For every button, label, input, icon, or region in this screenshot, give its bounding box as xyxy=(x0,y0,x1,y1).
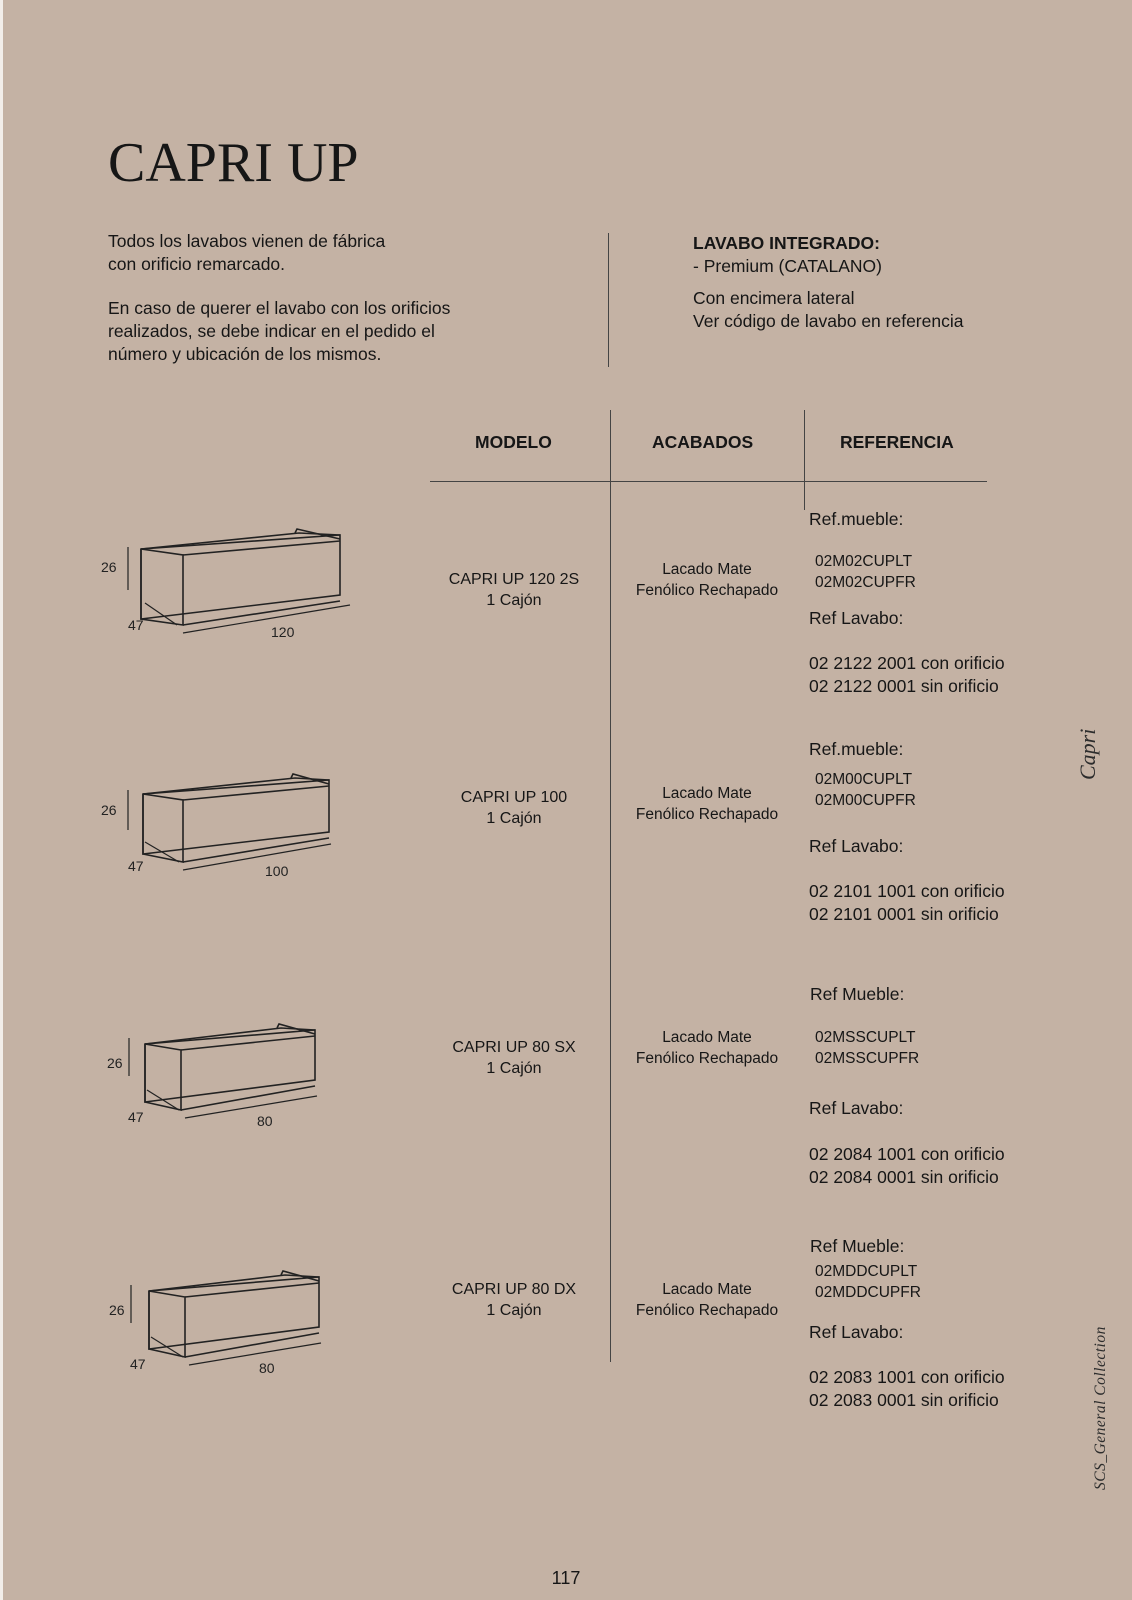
furniture-code: 02M00CUPFR xyxy=(815,792,916,809)
furniture-code: 02M00CUPLT xyxy=(815,771,913,788)
collection-side-label: SCS_General Collection xyxy=(1092,1326,1109,1490)
page-edge xyxy=(0,0,3,1600)
finishes xyxy=(612,559,802,601)
intro-line: número y ubicación de los mismos. xyxy=(108,344,382,364)
series-side-label: Capri xyxy=(1075,728,1100,780)
column-header-model: MODELO xyxy=(475,432,552,452)
basin-codes xyxy=(809,652,1005,698)
finish-item: Fenólico Rechapado xyxy=(635,806,779,823)
model-label: CAPRI UP 80 DX xyxy=(451,1281,577,1298)
basin-code: 02 2101 0001 sin orificio xyxy=(809,904,999,924)
column-divider xyxy=(804,410,805,510)
dim-depth: 47 xyxy=(128,858,144,874)
finish-item: Lacado Mate xyxy=(662,1281,752,1298)
model-drawers: 1 Cajón xyxy=(486,1060,542,1077)
finish-item: Fenólico Rechapado xyxy=(635,1050,779,1067)
intro-line: realizados, se debe indicar en el pedido el xyxy=(108,321,435,341)
dim-height: 26 xyxy=(109,1302,125,1318)
basin-code: 02 2084 1001 con orificio xyxy=(809,1144,1005,1164)
dim-depth: 47 xyxy=(130,1356,146,1372)
model-label: CAPRI UP 120 2S xyxy=(448,571,580,588)
furniture-code: 02MDDCUPLT xyxy=(815,1263,918,1280)
model-drawers: 1 Cajón xyxy=(486,810,542,827)
dim-height: 26 xyxy=(101,559,117,575)
dim-depth: 47 xyxy=(128,1109,144,1125)
furniture-codes xyxy=(815,551,916,593)
model-name xyxy=(424,787,604,829)
column-divider xyxy=(610,410,611,1362)
basin-code: 02 2101 1001 con orificio xyxy=(809,881,1005,901)
finish-item: Lacado Mate xyxy=(662,785,752,802)
integrated-line: Ver código de lavabo en referencia xyxy=(693,311,964,331)
basin-code: 02 2083 0001 sin orificio xyxy=(809,1390,999,1410)
basin-code: 02 2084 0001 sin orificio xyxy=(809,1167,999,1187)
furniture-code: 02MSSCUPFR xyxy=(815,1050,920,1067)
cabinet-drawing xyxy=(95,770,365,885)
furniture-code: 02M02CUPFR xyxy=(815,574,916,591)
intro-line: con orificio remarcado. xyxy=(108,254,286,274)
finishes xyxy=(612,1279,802,1321)
model-drawers: 1 Cajón xyxy=(486,592,542,609)
model-name xyxy=(424,1037,604,1079)
integrated-line: - Premium (CATALANO) xyxy=(693,256,882,276)
furniture-codes xyxy=(815,1027,919,1069)
dim-width: 80 xyxy=(257,1113,273,1129)
furniture-ref-label: Ref.mueble: xyxy=(809,739,904,759)
integrated-line: Con encimera lateral xyxy=(693,288,855,308)
model-name xyxy=(424,1279,604,1321)
furniture-code: 02MSSCUPLT xyxy=(815,1029,916,1046)
furniture-ref-label: Ref.mueble: xyxy=(809,509,904,529)
finishes xyxy=(612,783,802,825)
page-number: 117 xyxy=(551,1568,581,1588)
basin-codes xyxy=(809,1366,1005,1412)
column-header-finishes: ACABADOS xyxy=(652,432,754,452)
dim-width: 120 xyxy=(271,624,295,640)
furniture-codes xyxy=(815,769,916,811)
furniture-ref-label: Ref Mueble: xyxy=(810,1236,905,1256)
furniture-ref-label: Ref Mueble: xyxy=(810,984,905,1004)
cabinet-drawing xyxy=(95,1018,365,1133)
integrated-heading: LAVABO INTEGRADO: xyxy=(693,233,880,253)
basin-code: 02 2083 1001 con orificio xyxy=(809,1367,1005,1387)
model-name xyxy=(424,569,604,611)
column-header-reference: REFERENCIA xyxy=(840,432,954,452)
cabinet-drawing xyxy=(95,525,365,645)
finish-item: Lacado Mate xyxy=(662,561,752,578)
finishes xyxy=(612,1027,802,1069)
dim-height: 26 xyxy=(107,1055,123,1071)
basin-ref-label: Ref Lavabo: xyxy=(809,1098,904,1118)
model-label: CAPRI UP 100 xyxy=(460,789,568,806)
basin-code: 02 2122 0001 sin orificio xyxy=(809,676,999,696)
furniture-code: 02MDDCUPFR xyxy=(815,1284,921,1301)
intro-divider xyxy=(608,233,609,367)
finish-item: Fenólico Rechapado xyxy=(635,1302,779,1319)
furniture-code: 02M02CUPLT xyxy=(815,553,913,570)
integrated-basin-info xyxy=(693,232,963,333)
intro-line: En caso de querer el lavabo con los orificios xyxy=(108,298,451,318)
dim-width: 100 xyxy=(265,863,289,879)
finish-item: Fenólico Rechapado xyxy=(635,582,779,599)
basin-ref-label: Ref Lavabo: xyxy=(809,608,904,628)
model-drawers: 1 Cajón xyxy=(486,1302,542,1319)
basin-code: 02 2122 2001 con orificio xyxy=(809,653,1005,673)
dim-height: 26 xyxy=(101,802,117,818)
model-label: CAPRI UP 80 SX xyxy=(452,1039,576,1056)
dim-width: 80 xyxy=(259,1360,275,1376)
intro-text xyxy=(108,230,450,366)
cabinet-drawing xyxy=(95,1265,365,1380)
basin-codes xyxy=(809,880,1005,926)
table-header-rule xyxy=(430,481,987,482)
basin-ref-label: Ref Lavabo: xyxy=(809,1322,904,1342)
finish-item: Lacado Mate xyxy=(662,1029,752,1046)
page-title: CAPRI UP xyxy=(108,132,359,194)
dim-depth: 47 xyxy=(128,617,144,633)
basin-codes xyxy=(809,1143,1005,1189)
basin-ref-label: Ref Lavabo: xyxy=(809,836,904,856)
intro-line: Todos los lavabos vienen de fábrica xyxy=(108,231,386,251)
furniture-codes xyxy=(815,1261,921,1303)
